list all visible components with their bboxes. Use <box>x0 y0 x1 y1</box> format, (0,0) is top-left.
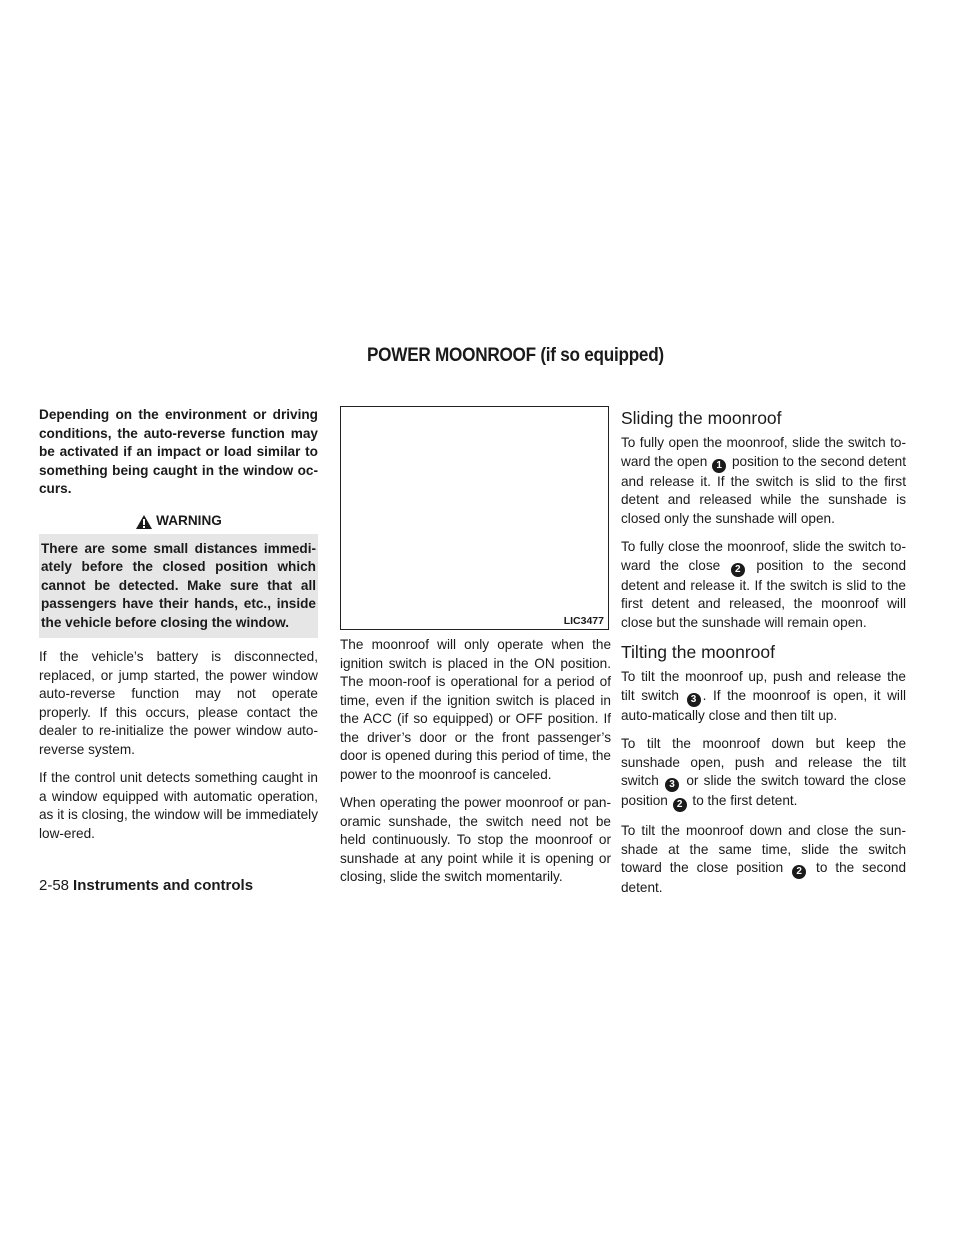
warning-text: There are some small distances immedi-ately before the closed position which cannot be detected. Make sure that all passengers have their hands, etc., inside the vehicle before closing the window. <box>41 540 316 630</box>
heading-tilting: Tilting the moonroof <box>621 642 776 662</box>
heading-sliding: Sliding the moonroof <box>621 408 782 428</box>
moonroof-switch-figure <box>340 406 609 630</box>
callout-3-icon: 3 <box>687 693 701 707</box>
column-2 <box>340 406 611 897</box>
slide-close-paragraph: To fully close the moonroof, slide the switch to-ward the close 2 position to the second detent and release it. If the switch is slid to the first detent and released, the moonroof will close but the sunshade will remain open. <box>621 539 907 630</box>
slide-open-paragraph: To fully open the moonroof, slide the switch to-ward the open 1 position to the second detent and release it. If the switch is slid to the first detent and released while the sunshade is closed only the sunshade will open. <box>621 435 907 526</box>
warning-box <box>39 510 318 639</box>
callout-1-icon: 1 <box>712 459 726 473</box>
warning-label: WARNING <box>156 513 222 529</box>
battery-paragraph: If the vehicle’s battery is disconnected, replaced, or jump started, the power window auto-reverse function may not operate properly. If this occurs, please contact the dealer to re-initialize the power window auto-reverse system. <box>39 649 318 757</box>
callout-2-icon: 2 <box>673 798 687 812</box>
warning-header <box>39 510 318 534</box>
callout-2-icon: 2 <box>731 563 745 577</box>
page-footer <box>39 877 253 896</box>
warning-icon <box>135 514 153 530</box>
ignition-paragraph: The moonroof will only operate when the ignition switch is placed in the ON position. The moon-roof is operational for a period of time, even if the ignition switch is placed in the ACC (if so equipped) or OFF position. If the driver’s door or the front passenger’s door is opened during this period of time, the power to the moonroof is canceled. <box>340 637 611 782</box>
column-3 <box>621 406 906 908</box>
section-title: POWER MOONROOF (if so equipped) <box>367 344 664 366</box>
tilt-down-close-paragraph: To tilt the moonroof down and close the sun-shade at the same time, slide the switch toward the close position 2 to the second detent. <box>621 823 907 895</box>
chapter-title: Instruments and controls <box>73 877 254 894</box>
callout-3-icon: 3 <box>665 778 679 792</box>
control-unit-paragraph: If the control unit detects something caught in a window equipped with automatic operation, as it is closing, the window will be immediately low-ered. <box>39 770 318 841</box>
figure-label: LIC3477 <box>563 615 604 627</box>
callout-2-icon: 2 <box>792 865 806 879</box>
tilt-down-keep-paragraph: To tilt the moonroof down but keep the sunshade open, push and release the tilt switch 3 or slide the switch toward the close position 2 to the first detent. <box>621 736 906 810</box>
page-number: 2-58 <box>39 877 70 894</box>
column-1 <box>39 406 318 853</box>
operating-paragraph: When operating the power moonroof or pan-oramic sunshade, the switch need not be held continuously. To stop the moonroof or sunshade at any point while it is opening or closing, slide the switch momentarily. <box>340 795 611 884</box>
intro-paragraph: Depending on the environment or driving conditions, the auto-reverse function may be activated if an impact or load similar to something being caught in the window oc-curs. <box>39 407 318 496</box>
tilt-up-paragraph: To tilt the moonroof up, push and release the tilt switch 3 . If the moonroof is open, it will auto-matically close and then tilt up. <box>621 669 906 723</box>
